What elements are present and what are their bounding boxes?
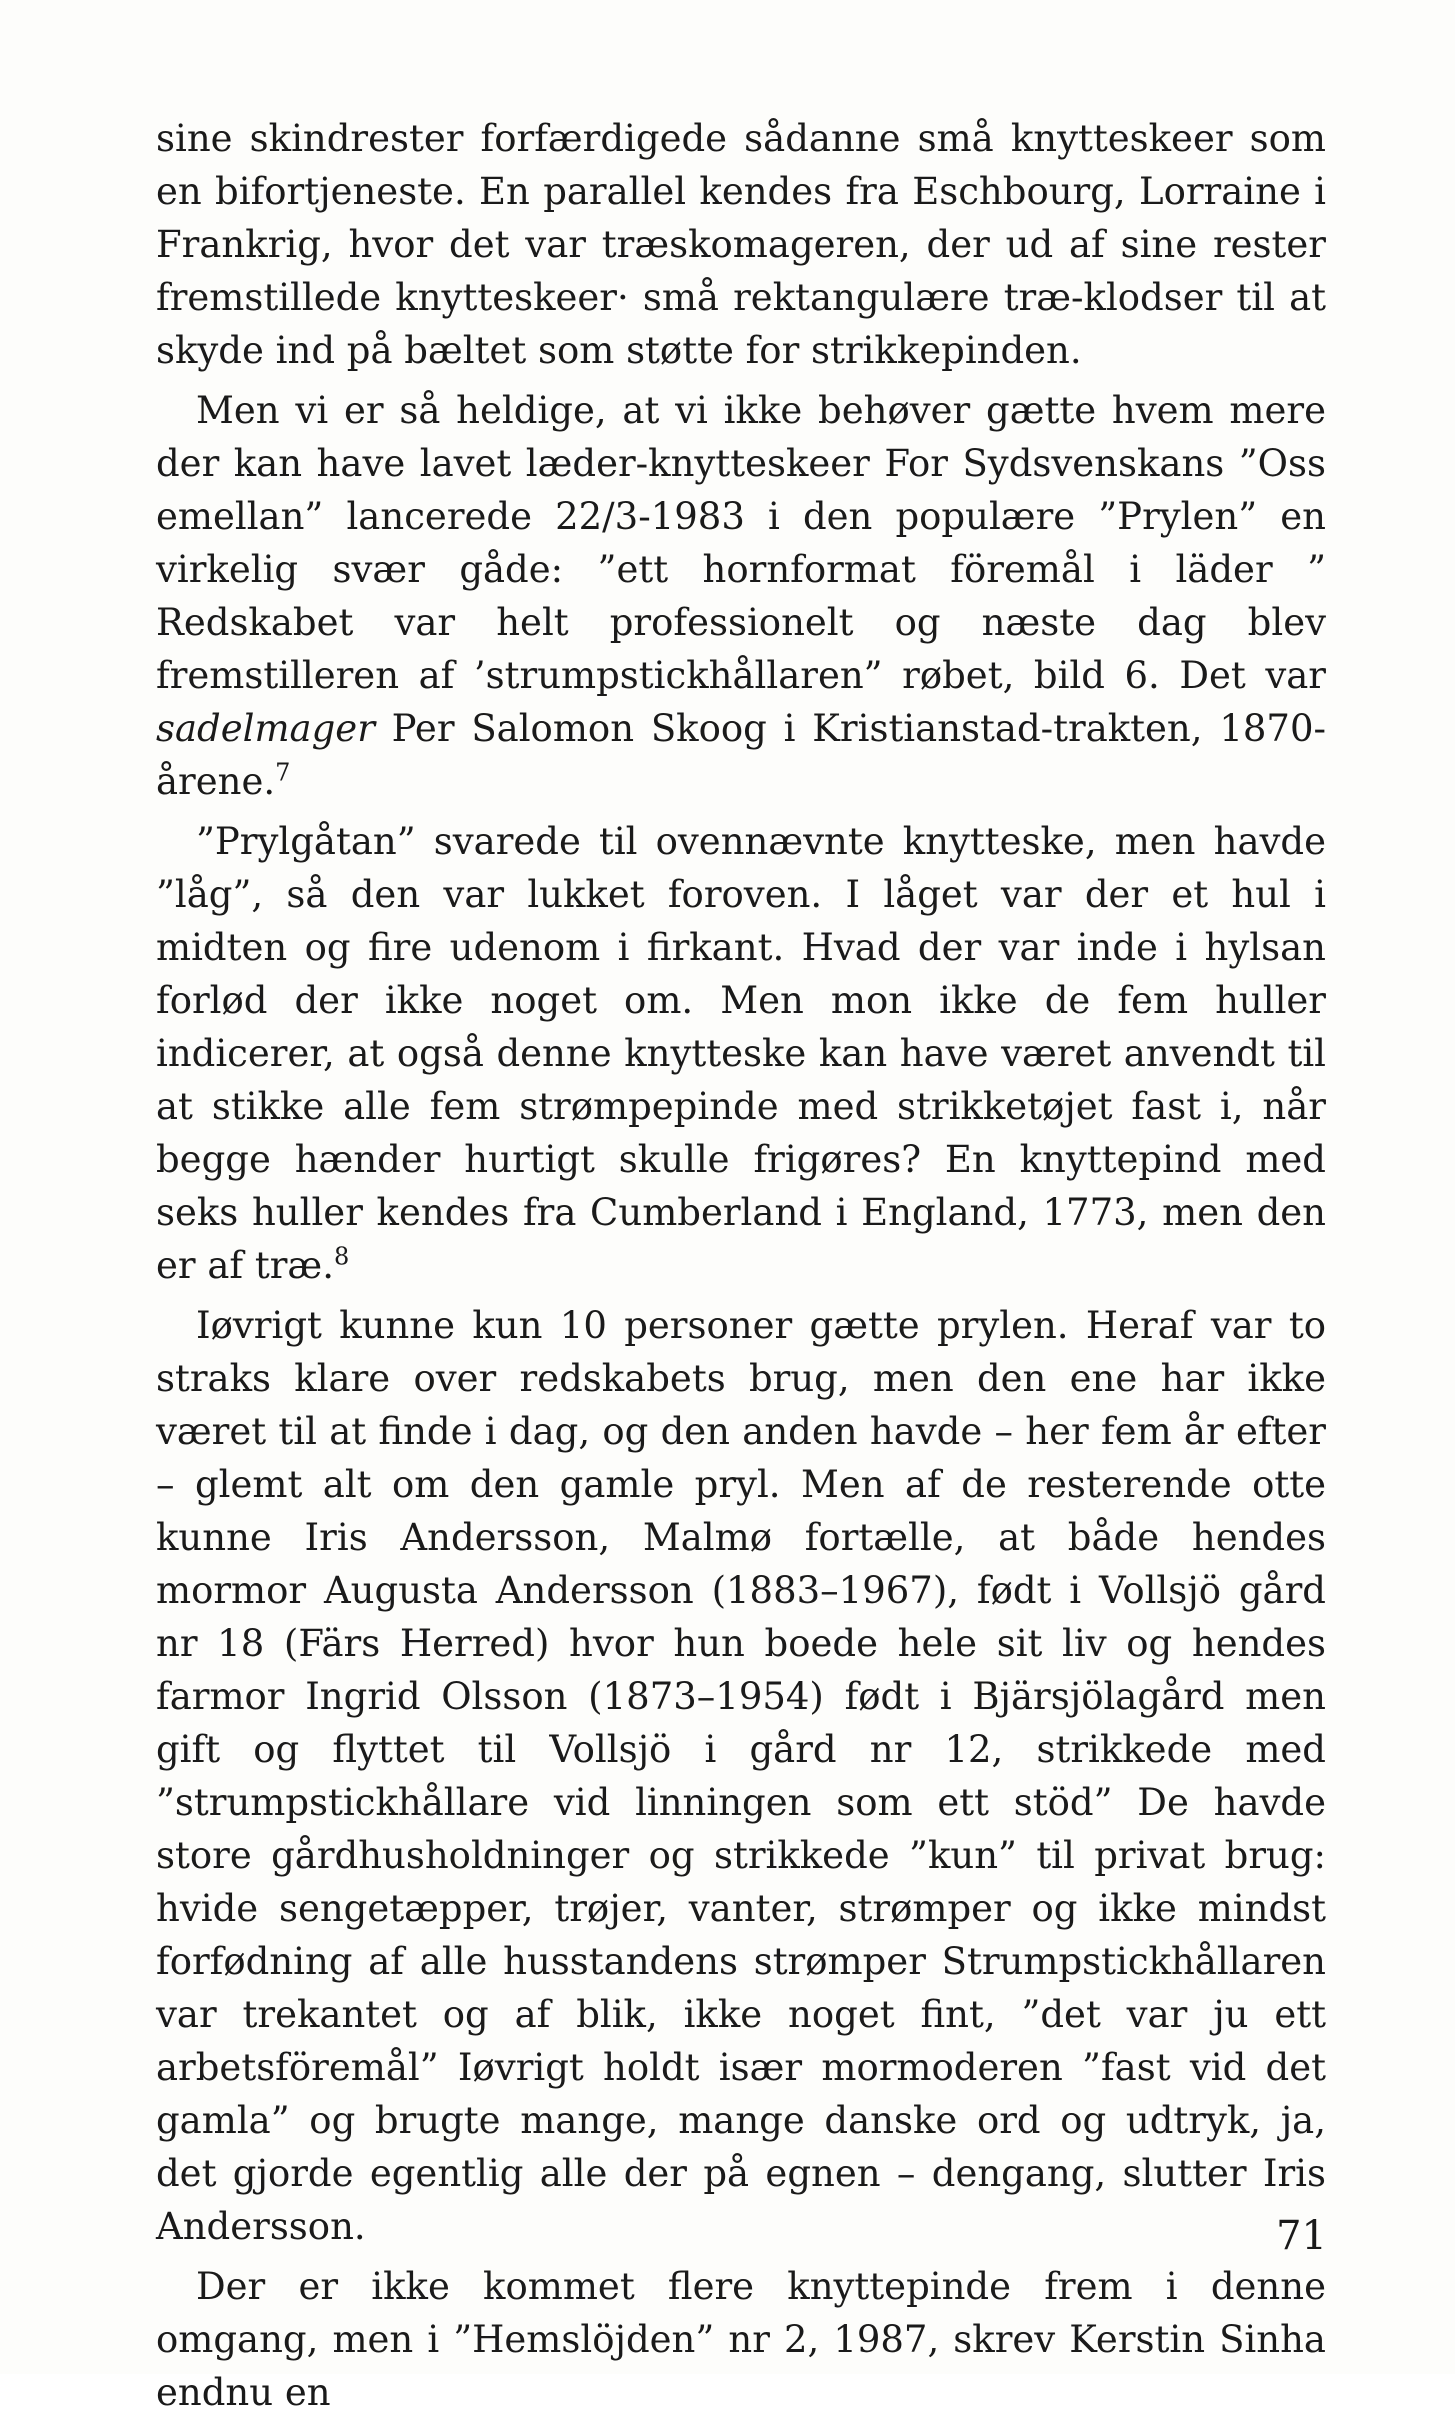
paragraph-4 xyxy=(156,1299,1326,2253)
paragraph-text: Men vi er så heldige, at vi ikke behøver gætte hvem mere der kan have lavet læder-knytteskeer For Sydsvenskans ”Oss emellan” lancerede 22/3-1983 i den populære ”Prylen” en virkelig svær gåde: ”ett hornformat föremål i läder ” Redskabet var helt professionelt og næste dag blev fremstilleren af ’strumpstickhållaren” røbet, bild 6. Det var xyxy=(156,389,1326,697)
paragraph-text: sine skindrester forfærdigede sådanne små knytteskeer som en bifortjeneste. En parallel kendes fra Eschbourg, Lorraine i Frankrig, hvor det var træskomageren, der ud af sine rester fremstillede knytteskeer· små rektangulære træ-klodser til at skyde ind på bæltet som støtte for strikkepinden. xyxy=(156,117,1326,372)
footnote-marker: 7 xyxy=(275,758,291,787)
paragraph-1 xyxy=(156,112,1326,377)
paragraph-text: Per Salomon Skoog i Kristianstad-trakten, 1870-årene. xyxy=(156,707,1326,803)
paragraph-3 xyxy=(156,815,1326,1292)
page-number: 71 xyxy=(1276,2213,1327,2259)
footnote-marker: 8 xyxy=(333,1242,350,1271)
paragraph-5 xyxy=(156,2260,1326,2419)
paragraph-2 xyxy=(156,384,1326,808)
paragraph-text: Der er ikke kommet flere knyttepinde frem i denne omgang, men i ”Hemslöjden” nr 2, 1987, skrev Kerstin Sinha endnu en xyxy=(156,2265,1326,2414)
italic-term: sadelmager xyxy=(156,707,375,750)
body-text xyxy=(156,112,1326,2426)
paragraph-text: Iøvrigt kunne kun 10 personer gætte prylen. Heraf var to straks klare over redskabets brug, men den ene har ikke været til at finde i dag, og den anden havde – her fem år efter – glemt alt om den gamle pryl. Men af de resterende otte kunne Iris Andersson, Malmø fortælle, at både hendes mormor Augusta Andersson (1883–1967), født i Vollsjö gård nr 18 (Färs Herred) hvor hun boede hele sit liv og hendes farmor Ingrid Olsson (1873–1954) født i Bjärsjölagård men gift og flyttet til Vollsjö i gård nr 12, strikkede med ”strumpstickhållare vid linningen som ett stöd” De havde store gårdhusholdninger og strikkede ”kun” til privat brug: hvide sengetæpper, trøjer, vanter, strømper og ikke mindst forfødning af alle husstandens strømper Strumpstickhållaren var trekantet og af blik, ikke noget fint, ”det var ju ett arbetsföremål” Iøvrigt holdt især mormoderen ”fast vid det gamla” og brugte mange, mange danske ord og udtryk, ja, det gjorde egentlig alle der på egnen – dengang, slutter Iris Andersson. xyxy=(156,1304,1326,2248)
paragraph-text: ”Prylgåtan” svarede til ovennævnte knytteske, men havde ”låg”, så den var lukket foroven. I låget var der et hul i midten og fire udenom i firkant. Hvad der var inde i hylsan forlød der ikke noget om. Men mon ikke de fem huller indicerer, at også denne knytteske kan have været anvendt til at stikke alle fem strømpepinde med strikketøjet fast i, når begge hænder hurtigt skulle frigøres? En knyttepind med seks huller kendes fra Cumberland i England, 1773, men den er af træ. xyxy=(156,820,1326,1287)
